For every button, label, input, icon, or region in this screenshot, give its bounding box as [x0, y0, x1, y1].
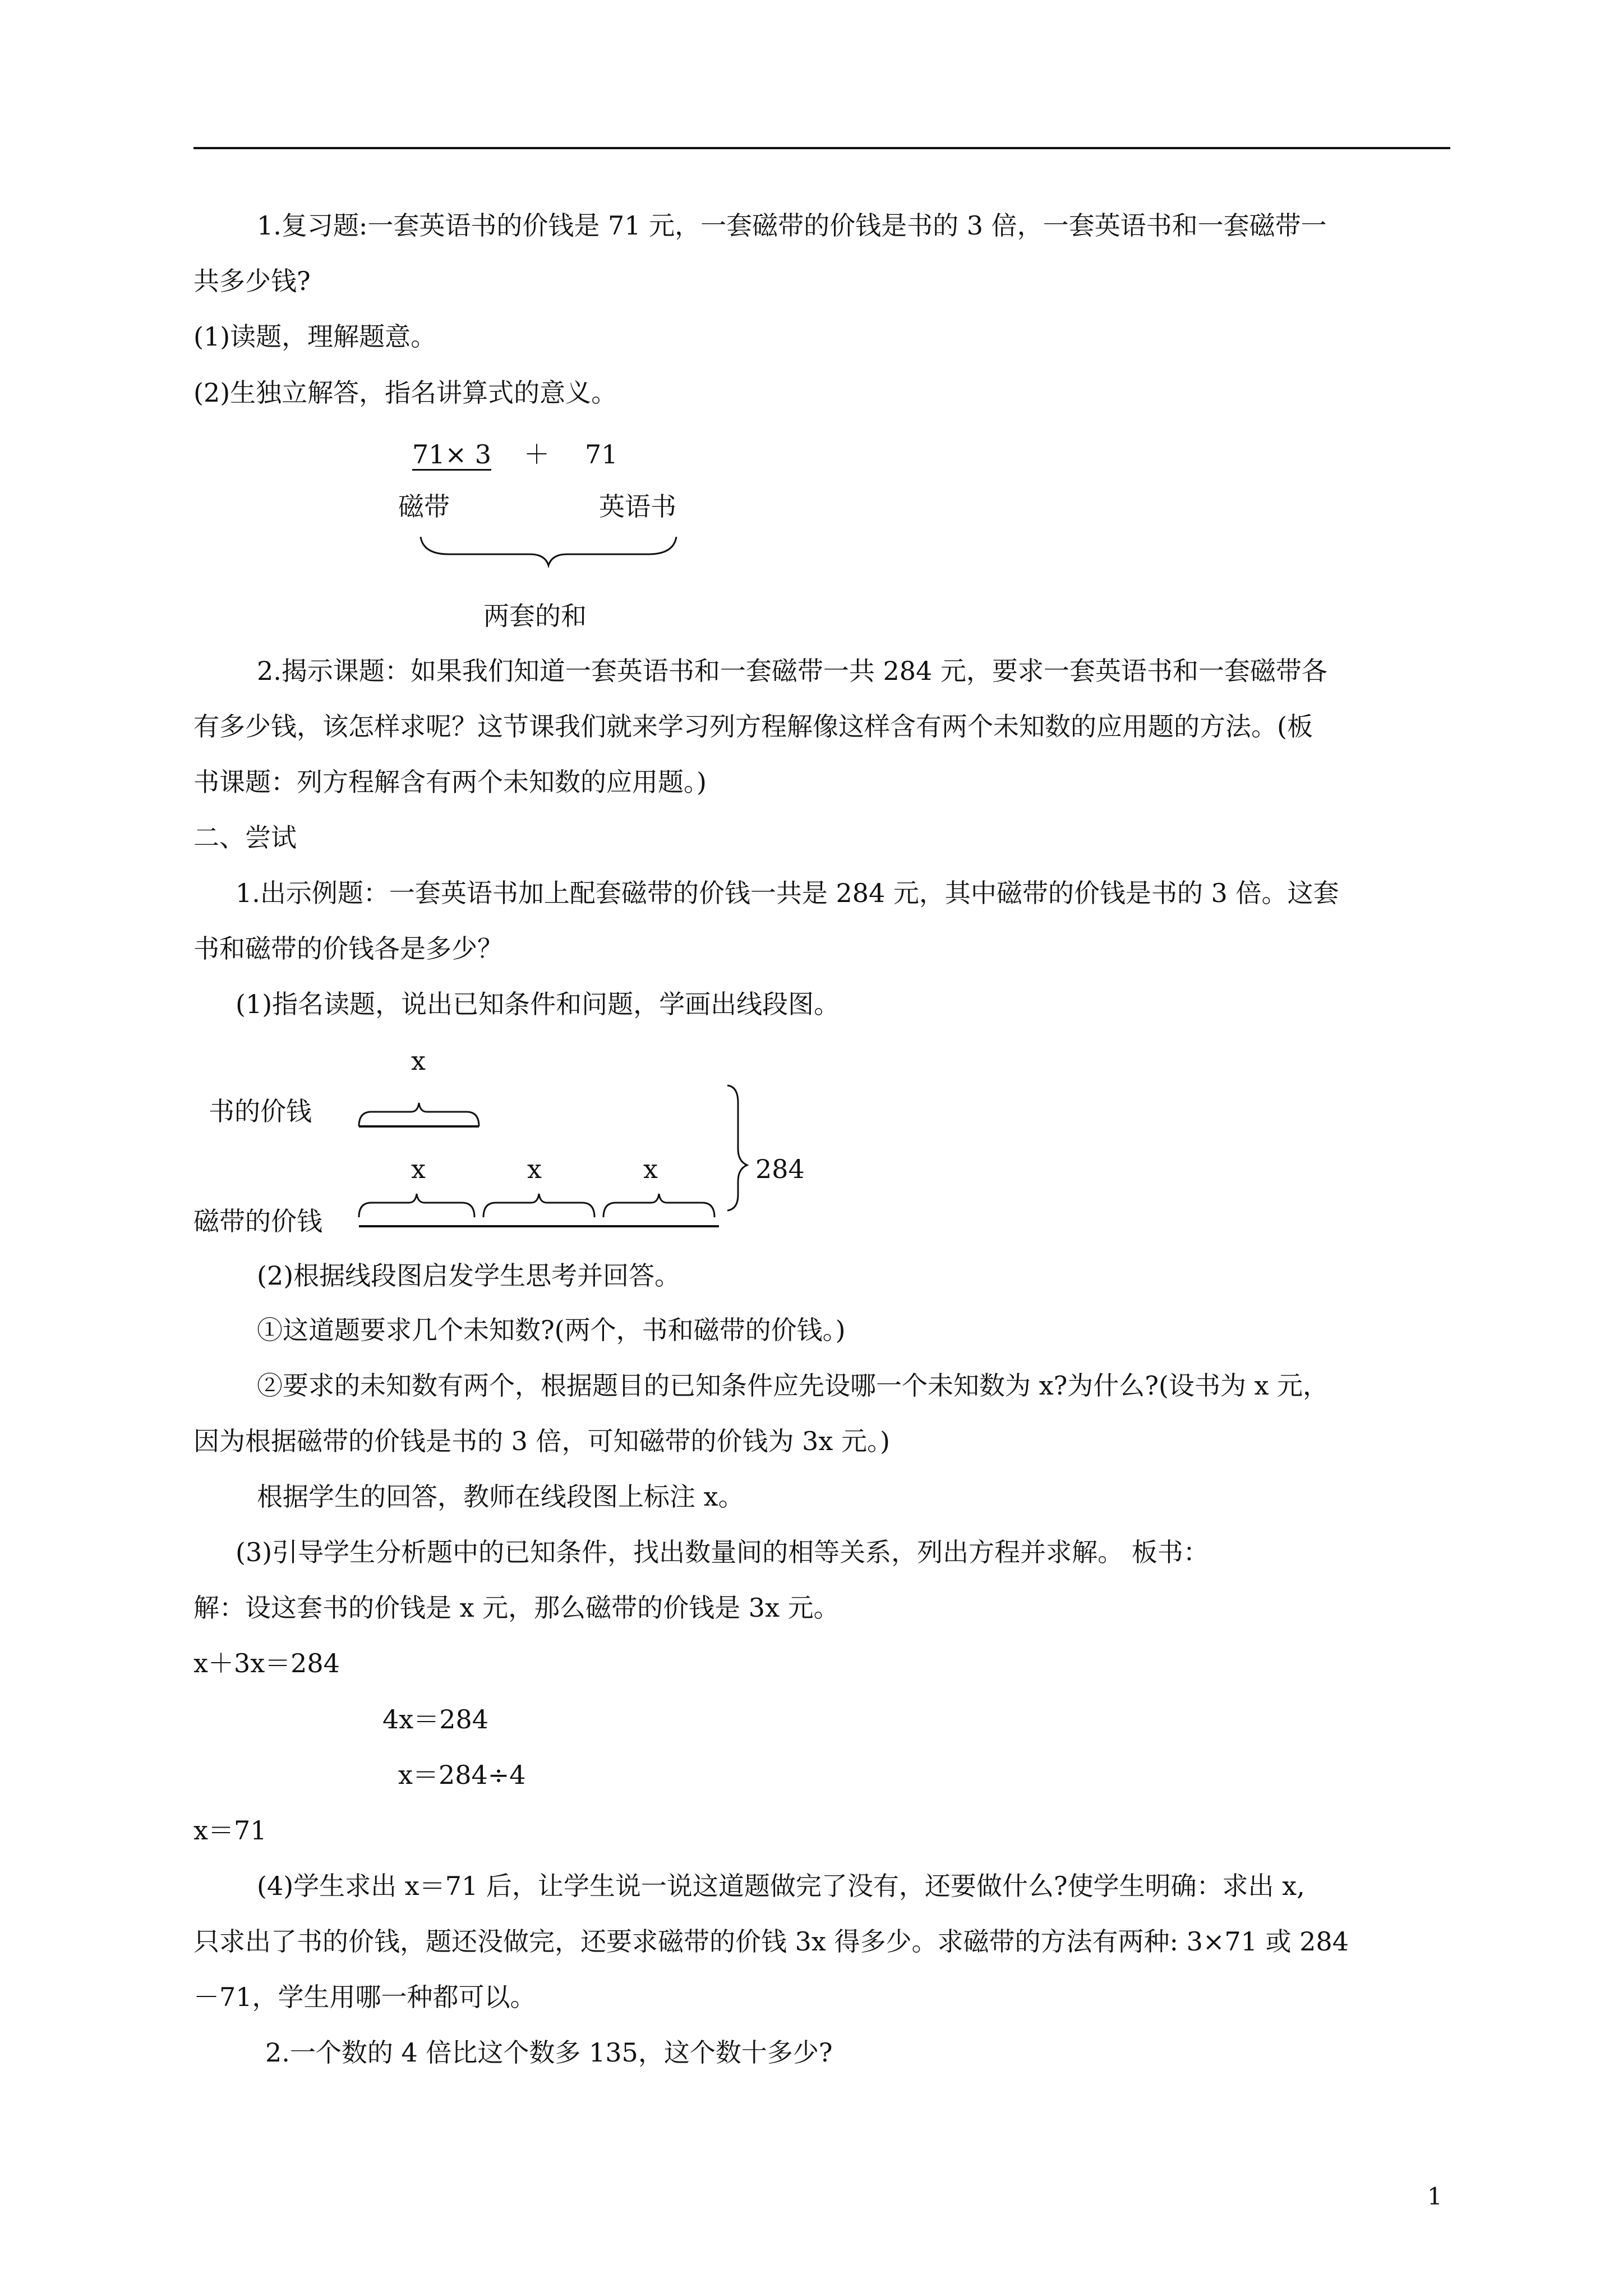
equation-4: x＝71: [193, 1815, 267, 1846]
exercise-2: 2.一个数的 4 倍比这个数多 135，这个数十多少?: [265, 2037, 833, 2068]
step-4-line-1: (4)学生求出 x＝71 后，让学生说一说这道题做完了没有，还要做什么?使学生明确：求出 x,: [257, 1871, 1305, 1901]
example-line-1: 1.出示例题：一套英语书加上配套磁带的价钱一共是 284 元，其中磁带的价钱是书的 3 倍。这套: [236, 878, 1339, 908]
solve-step: (2)生独立解答，指名讲算式的意义。: [193, 378, 617, 408]
mark-step: 根据学生的回答，教师在线段图上标注 x。: [257, 1481, 744, 1512]
diagram-tape-x-2: x: [527, 1154, 542, 1184]
diagram-total: 284: [755, 1154, 805, 1184]
tape-brace-2: [483, 1194, 594, 1217]
formula-sum-label: 两套的和: [483, 601, 587, 631]
step-1: (1)指名读题，说出已知条件和问题，学画出线段图。: [236, 989, 840, 1019]
reveal-line-1: 2.揭示课题：如果我们知道一套英语书和一套磁带一共 284 元，要求一套英语书和一套磁带各: [257, 656, 1327, 686]
review-line-1: 1.复习题:一套英语书的价钱是 71 元，一套磁带的价钱是书的 3 倍，一套英语书和一套磁带一: [257, 210, 1327, 241]
tape-segment: [359, 1194, 719, 1226]
formula-label-tape: 磁带: [398, 491, 450, 522]
equation-3: x＝284÷4: [398, 1760, 526, 1790]
tape-brace-3: [603, 1194, 714, 1217]
diagram-tape-x-1: x: [411, 1154, 426, 1184]
total-brace: [727, 1085, 747, 1211]
question-2-line-2: 因为根据磁带的价钱是书的 3 倍，可知磁带的价钱为 3x 元。): [193, 1426, 890, 1456]
step-4-line-2: 只求出了书的价钱，题还没做完，还要求磁带的价钱 3x 得多少。求磁带的方法有两种: 3×71 或 284: [193, 1926, 1349, 1957]
read-step: (1)读题，理解题意。: [193, 321, 437, 352]
page-number: 1: [1427, 2183, 1442, 2210]
step-2: (2)根据线段图启发学生思考并回答。: [257, 1260, 681, 1291]
formula-sum-brace: [421, 537, 676, 565]
step-3: (3)引导学生分析题中的已知条件，找出数量间的相等关系，列出方程并求解。 板书：: [236, 1537, 1209, 1567]
diagram-tape-label: 磁带的价钱: [193, 1206, 322, 1236]
question-2-line-1: ②要求的未知数有两个，根据题目的已知条件应先设哪一个未知数为 x?为什么?(设书为 x 元，: [257, 1370, 1329, 1401]
diagram-book-label: 书的价钱: [209, 1096, 312, 1126]
question-1: ①这道题要求几个未知数?(两个，书和磁带的价钱。): [257, 1315, 846, 1345]
diagram-book-x: x: [411, 1046, 426, 1076]
equation-1: x＋3x＝284: [193, 1648, 340, 1678]
step-4-line-3: －71，学生用哪一种都可以。: [193, 1982, 536, 2012]
book-segment: [359, 1103, 479, 1126]
reveal-line-2: 有多少钱，该怎样求呢？这节课我们就来学习列方程解像这样含有两个未知数的应用题的方法。(板: [193, 711, 1313, 742]
solution-line: 解：设这套书的价钱是 x 元，那么磁带的价钱是 3x 元。: [193, 1593, 840, 1623]
review-line-2: 共多少钱?: [193, 266, 311, 296]
formula-expression: 71× 3: [412, 439, 491, 470]
equation-2: 4x＝284: [382, 1704, 489, 1734]
formula-number: 71: [585, 439, 618, 470]
tape-brace-1: [359, 1194, 474, 1217]
formula-label-book: 英语书: [599, 491, 676, 522]
book-brace: [359, 1103, 479, 1126]
reveal-line-3: 书课题：列方程解含有两个未知数的应用题。): [193, 767, 707, 797]
example-line-2: 书和磁带的价钱各是多少？: [193, 933, 503, 964]
formula-plus: ＋: [524, 439, 550, 470]
diagram-tape-x-3: x: [643, 1154, 658, 1184]
section-heading-try: 二、尝试: [193, 822, 297, 853]
